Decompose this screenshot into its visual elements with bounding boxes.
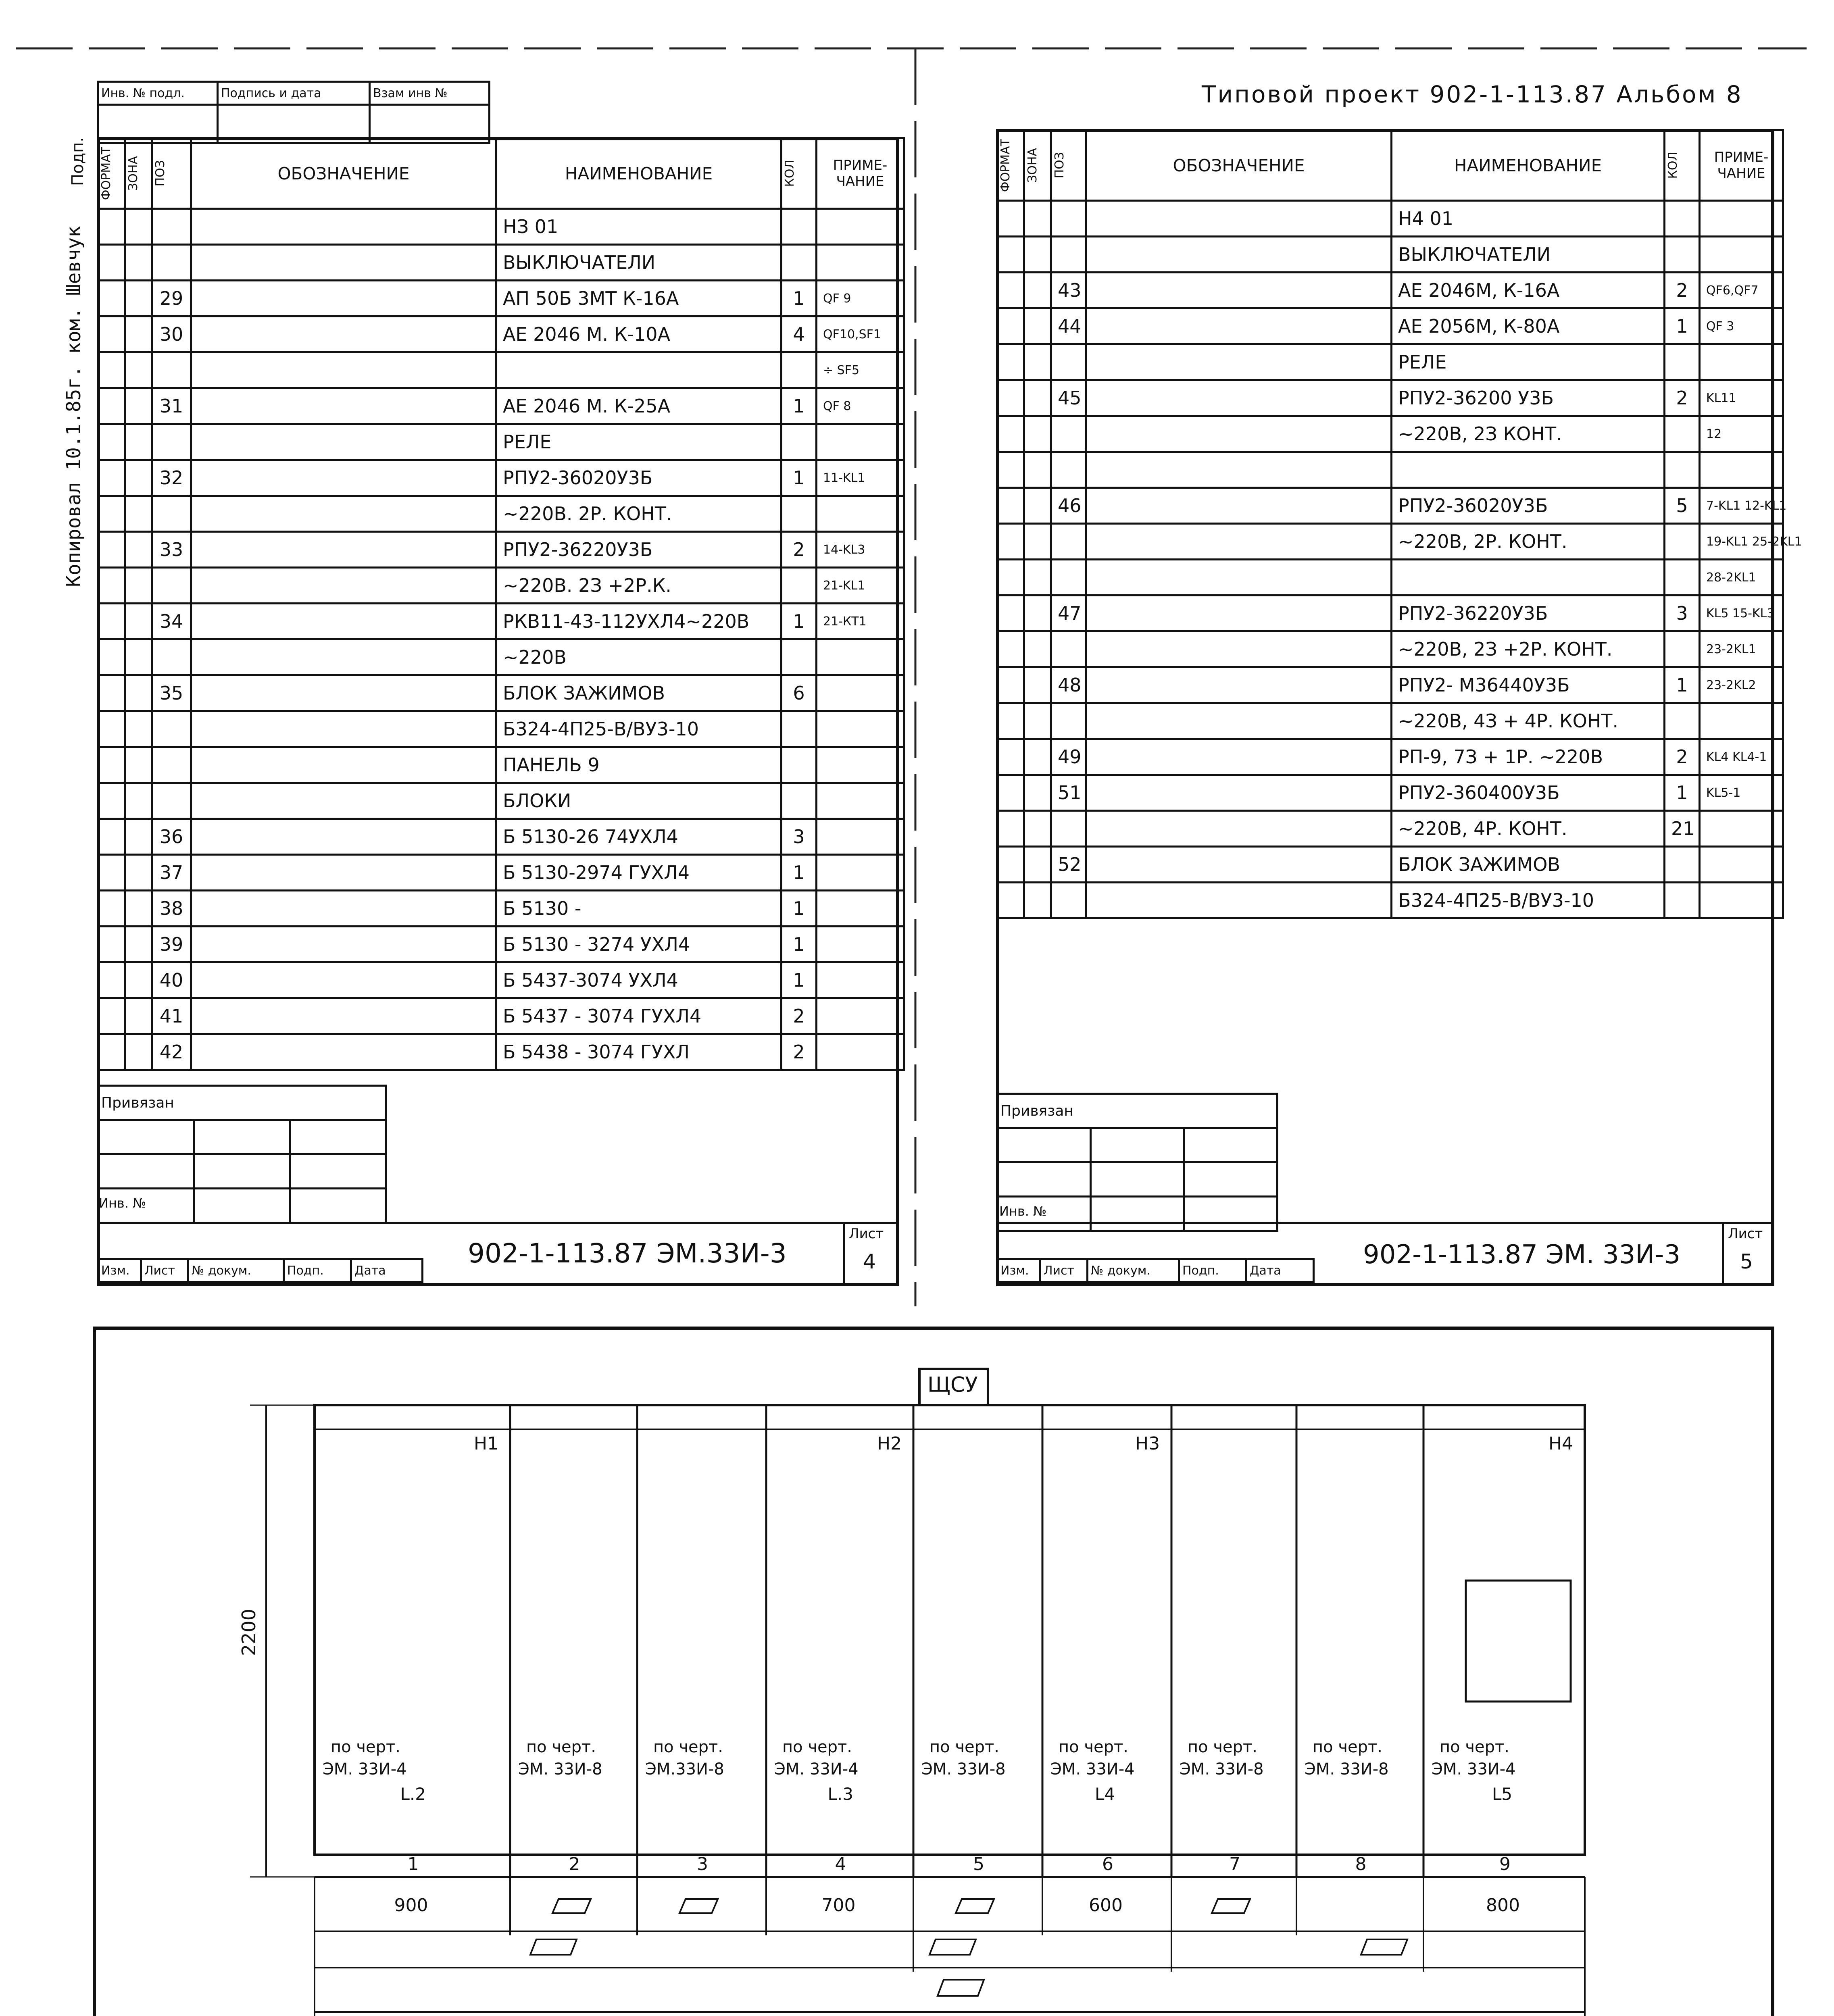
cell-poz: 48 xyxy=(1051,667,1086,703)
cell-naim: ~220В, 2З КОНТ. xyxy=(1392,416,1665,452)
cell-naim: АЕ 2046 М. К-10А xyxy=(496,317,782,352)
sheet4-code: 902-1-113.87 ЭМ.33И-3 xyxy=(468,1238,787,1269)
panel-ref3: L5 xyxy=(1492,1784,1513,1804)
hdr-format: ФОРМАТ xyxy=(998,138,1013,192)
vzam-inv: Взам инв № xyxy=(370,82,490,105)
cell-naim: Б324-4П25-В/ВУ3-10 xyxy=(1392,883,1665,918)
cell-naim: РЕЛЕ xyxy=(496,424,782,460)
cell-prim: QF10,SF1 xyxy=(817,317,904,352)
panel-number: 8 xyxy=(1355,1854,1367,1874)
cell-kol: 2 xyxy=(1665,739,1700,775)
footer-col: Лист xyxy=(141,1259,188,1282)
footer-col: Изм. xyxy=(98,1259,141,1282)
cell-poz: 46 xyxy=(1051,488,1086,524)
panel-ref2: ЭМ. 33И-8 xyxy=(1305,1760,1389,1779)
cell-naim: БЛОК ЗАЖИМОВ xyxy=(496,675,782,711)
privyazan-label: Привязан xyxy=(98,1086,386,1120)
hdr-kol: КОЛ xyxy=(783,160,797,187)
cell-kol: 2 xyxy=(1665,380,1700,416)
panel-header: Н4 xyxy=(1548,1433,1573,1454)
cell-poz: 29 xyxy=(152,281,191,317)
hdr-prim: ПРИМЕ-ЧАНИЕ xyxy=(817,138,904,209)
hdr-format: ФОРМАТ xyxy=(99,146,113,200)
panel-width: 800 xyxy=(1486,1895,1520,1916)
hdr-oboz: ОБОЗНАЧЕНИЕ xyxy=(1086,130,1392,201)
album-title: Типовой проект 902-1-113.87 Альбом 8 xyxy=(1202,81,1743,108)
side-note: Копировал 10.1.85г. ком. Шевчук xyxy=(63,226,85,587)
cell-kol: 1 xyxy=(782,962,817,998)
sheet4-list-num: 4 xyxy=(863,1250,876,1273)
panel-ref1: по черт. xyxy=(331,1738,400,1756)
sheet4-inv: Инв. № xyxy=(99,1195,146,1211)
cell-prim: QF 8 xyxy=(817,388,904,424)
cell-naim: РПУ2-360400У3Б xyxy=(1392,775,1665,811)
cell-naim: ВЫКЛЮЧАТЕЛИ xyxy=(496,245,782,281)
cell-kol: 1 xyxy=(782,891,817,927)
cell-naim: Б 5130-26 74УХЛ4 xyxy=(496,819,782,855)
cell-naim: БЛОК ЗАЖИМОВ xyxy=(1392,847,1665,883)
cell-naim: ~220В. 2Р. КОНТ. xyxy=(496,496,782,532)
cell-poz: 44 xyxy=(1051,308,1086,344)
panel-number: 3 xyxy=(697,1854,708,1874)
panel-number: 2 xyxy=(569,1854,580,1874)
hdr-oboz: ОБОЗНАЧЕНИЕ xyxy=(191,138,496,209)
cell-prim: KL5-1 xyxy=(1700,775,1783,811)
sheet5-list-label: Лист xyxy=(1728,1226,1763,1242)
cell-kol: 4 xyxy=(782,317,817,352)
cell-prim: 21-KL1 xyxy=(817,568,904,604)
sheet5-list-num: 5 xyxy=(1740,1250,1753,1273)
cell-naim: РКВ11-43-112УХЛ4~220В xyxy=(496,604,782,639)
cell-kol: 5 xyxy=(1665,488,1700,524)
panel-ref1: по черт. xyxy=(1440,1738,1509,1756)
cell-poz: 30 xyxy=(152,317,191,352)
hdr-naim: НАИМЕНОВАНИЕ xyxy=(1392,130,1665,201)
hdr-poz: ПОЗ xyxy=(153,160,167,187)
cell-naim: ~220В, 4З + 4Р. КОНТ. xyxy=(1392,703,1665,739)
hdr-prim: ПРИМЕ-ЧАНИЕ xyxy=(1700,130,1783,201)
cell-prim: ÷ SF5 xyxy=(817,352,904,388)
cell-poz: 49 xyxy=(1051,739,1086,775)
cell-poz: 43 xyxy=(1051,273,1086,308)
cell-kol: 2 xyxy=(782,1034,817,1070)
drawing-title-box: ЩСУ xyxy=(927,1373,978,1397)
cell-naim: Б324-4П25-В/ВУ3-10 xyxy=(496,711,782,747)
cell-naim: РПУ2-36220У3Б xyxy=(1392,596,1665,631)
podpis-data: Подпись и дата xyxy=(218,82,370,105)
cell-naim: Б 5130 - 3274 УХЛ4 xyxy=(496,927,782,962)
cell-prim: 7-KL1 12-KL1 xyxy=(1700,488,1783,524)
panel-width: 900 xyxy=(394,1895,428,1916)
cell-naim: Б 5437-3074 УХЛ4 xyxy=(496,962,782,998)
cell-naim: РЕЛЕ xyxy=(1392,344,1665,380)
cell-prim: KL11 xyxy=(1700,380,1783,416)
cell-naim: ~220В. 2З +2Р.К. xyxy=(496,568,782,604)
cell-poz: 32 xyxy=(152,460,191,496)
cell-prim: 11-KL1 xyxy=(817,460,904,496)
cell-naim: ПАНЕЛЬ 9 xyxy=(496,747,782,783)
cell-poz: 33 xyxy=(152,532,191,568)
sheet5-inv: Инв. № xyxy=(999,1204,1047,1219)
cell-kol: 2 xyxy=(782,998,817,1034)
cell-naim: ~220В, 2З +2Р. КОНТ. xyxy=(1392,631,1665,667)
inv-podl: Инв. № подл. xyxy=(98,82,218,105)
panel-ref1: по черт. xyxy=(1313,1738,1382,1756)
panel-ref2: ЭМ. 33И-4 xyxy=(1050,1760,1135,1779)
cell-prim: 19-KL1 25-2KL1 xyxy=(1700,524,1783,560)
panel-header: Н2 xyxy=(877,1433,902,1454)
panel-ref1: по черт. xyxy=(1188,1738,1257,1756)
hdr-naim: НАИМЕНОВАНИЕ xyxy=(496,138,782,209)
cell-prim: 23-2KL1 xyxy=(1700,631,1783,667)
cell-poz: 39 xyxy=(152,927,191,962)
cell-prim: 23-2KL2 xyxy=(1700,667,1783,703)
cell-naim: ~220В, 4Р. КОНТ. xyxy=(1392,811,1665,847)
panel-ref2: ЭМ. 33И-4 xyxy=(1432,1760,1516,1779)
panel-ref3: L.2 xyxy=(400,1784,426,1804)
cell-naim: ВЫКЛЮЧАТЕЛИ xyxy=(1392,237,1665,273)
sheet4-list-label: Лист xyxy=(849,1226,884,1242)
cell-prim: KL5 15-KL3 xyxy=(1700,596,1783,631)
cell-kol: 6 xyxy=(782,675,817,711)
footer-col: Подп. xyxy=(284,1259,351,1282)
cell-prim: KL4 KL4-1 xyxy=(1700,739,1783,775)
cell-prim: 12 xyxy=(1700,416,1783,452)
cell-poz: 40 xyxy=(152,962,191,998)
footer-col: № докум. xyxy=(188,1259,284,1282)
cell-kol: 3 xyxy=(782,819,817,855)
hdr-kol: КОЛ xyxy=(1666,152,1680,179)
panel-number: 5 xyxy=(973,1854,984,1874)
cell-naim: БЛОКИ xyxy=(496,783,782,819)
panel-ref1: по черт. xyxy=(1059,1738,1128,1756)
cell-poz: 38 xyxy=(152,891,191,927)
cell-naim: АЕ 2056М, К-80А xyxy=(1392,308,1665,344)
cell-poz: 36 xyxy=(152,819,191,855)
panel-header: Н1 xyxy=(474,1433,499,1454)
cell-poz: 51 xyxy=(1051,775,1086,811)
cell-kol: 21 xyxy=(1665,811,1700,847)
cell-kol: 1 xyxy=(782,855,817,891)
panel-width: 700 xyxy=(821,1895,856,1916)
cell-prim: 28-2KL1 xyxy=(1700,560,1783,596)
cell-kol: 1 xyxy=(782,460,817,496)
cell-naim: АЕ 2046 М. К-25А xyxy=(496,388,782,424)
panel-ref1: по черт. xyxy=(653,1738,723,1756)
cell-kol: 3 xyxy=(1665,596,1700,631)
cell-poz: 52 xyxy=(1051,847,1086,883)
panel-ref1: по черт. xyxy=(782,1738,852,1756)
footer-col: Изм. xyxy=(997,1259,1040,1282)
panel-ref2: ЭМ. 33И-8 xyxy=(518,1760,602,1779)
cell-naim: РПУ2-36020У3Б xyxy=(496,460,782,496)
cell-poz: 42 xyxy=(152,1034,191,1070)
cell-poz: 35 xyxy=(152,675,191,711)
cell-naim: ~220В, 2Р. КОНТ. xyxy=(1392,524,1665,560)
cell-kol: 1 xyxy=(1665,308,1700,344)
cell-poz: 45 xyxy=(1051,380,1086,416)
cell-kol: 1 xyxy=(782,281,817,317)
cell-poz: 31 xyxy=(152,388,191,424)
privyazan-label: Привязан xyxy=(997,1094,1278,1128)
height-dimension: 2200 xyxy=(238,1609,260,1656)
side-label: Подп. xyxy=(69,137,87,186)
cell-poz: 47 xyxy=(1051,596,1086,631)
sheet5-code: 902-1-113.87 ЭМ. 33И-3 xyxy=(1363,1240,1681,1270)
cell-kol: 1 xyxy=(782,388,817,424)
panel-ref3: L4 xyxy=(1095,1784,1115,1804)
hdr-zona: ЗОНА xyxy=(126,156,140,191)
cell-kol: 1 xyxy=(782,927,817,962)
cell-naim: АП 50Б 3МТ К-16А xyxy=(496,281,782,317)
panel-number: 1 xyxy=(407,1854,419,1874)
hdr-poz: ПОЗ xyxy=(1052,152,1067,179)
panel-ref2: ЭМ. 33И-8 xyxy=(921,1760,1006,1779)
panel-ref2: ЭМ. 33И-4 xyxy=(323,1760,407,1779)
panel-header: Н3 xyxy=(1135,1433,1160,1454)
cell-prim: QF 3 xyxy=(1700,308,1783,344)
cell-naim: Б 5437 - 3074 ГУХЛ4 xyxy=(496,998,782,1034)
footer-col: Дата xyxy=(1246,1259,1314,1282)
cell-naim: Б 5130 - xyxy=(496,891,782,927)
cell-naim: Н4 01 xyxy=(1392,201,1665,237)
footer-col: Подп. xyxy=(1179,1259,1246,1282)
cell-poz: 37 xyxy=(152,855,191,891)
footer-col: № докум. xyxy=(1088,1259,1179,1282)
cell-naim: РПУ2-36200 У3Б xyxy=(1392,380,1665,416)
cell-poz: 34 xyxy=(152,604,191,639)
panel-ref1: по черт. xyxy=(526,1738,596,1756)
panel-ref3: L.3 xyxy=(827,1784,853,1804)
panel-number: 9 xyxy=(1499,1854,1511,1874)
cell-naim: РПУ2- М36440У3Б xyxy=(1392,667,1665,703)
cell-naim: РП-9, 7З + 1Р. ~220В xyxy=(1392,739,1665,775)
panel-ref1: по черт. xyxy=(930,1738,999,1756)
panel-ref2: ЭМ.33И-8 xyxy=(645,1760,724,1779)
footer-col: Дата xyxy=(351,1259,423,1282)
panel-number: 6 xyxy=(1102,1854,1113,1874)
cell-naim: АЕ 2046М, К-16А xyxy=(1392,273,1665,308)
cell-prim: 14-KL3 xyxy=(817,532,904,568)
cell-naim: ~220В xyxy=(496,639,782,675)
panel-ref2: ЭМ. 33И-4 xyxy=(774,1760,859,1779)
cell-poz: 41 xyxy=(152,998,191,1034)
cell-prim: QF6,QF7 xyxy=(1700,273,1783,308)
cell-kol: 2 xyxy=(782,532,817,568)
cell-naim: Б 5438 - 3074 ГУХЛ xyxy=(496,1034,782,1070)
cell-kol: 1 xyxy=(782,604,817,639)
cell-prim: 21-КТ1 xyxy=(817,604,904,639)
cell-naim: РПУ2-36020У3Б xyxy=(1392,488,1665,524)
cell-kol: 2 xyxy=(1665,273,1700,308)
cell-kol: 1 xyxy=(1665,775,1700,811)
panel-number: 7 xyxy=(1229,1854,1240,1874)
cell-naim: РПУ2-36220У3Б xyxy=(496,532,782,568)
cell-naim: Б 5130-2974 ГУХЛ4 xyxy=(496,855,782,891)
panel-ref2: ЭМ. 33И-8 xyxy=(1180,1760,1264,1779)
cell-prim: QF 9 xyxy=(817,281,904,317)
cell-naim: НЗ 01 xyxy=(496,209,782,245)
panel-width: 600 xyxy=(1089,1895,1123,1916)
hdr-zona: ЗОНА xyxy=(1025,148,1040,183)
cell-kol: 1 xyxy=(1665,667,1700,703)
panel-number: 4 xyxy=(835,1854,846,1874)
footer-col: Лист xyxy=(1040,1259,1088,1282)
